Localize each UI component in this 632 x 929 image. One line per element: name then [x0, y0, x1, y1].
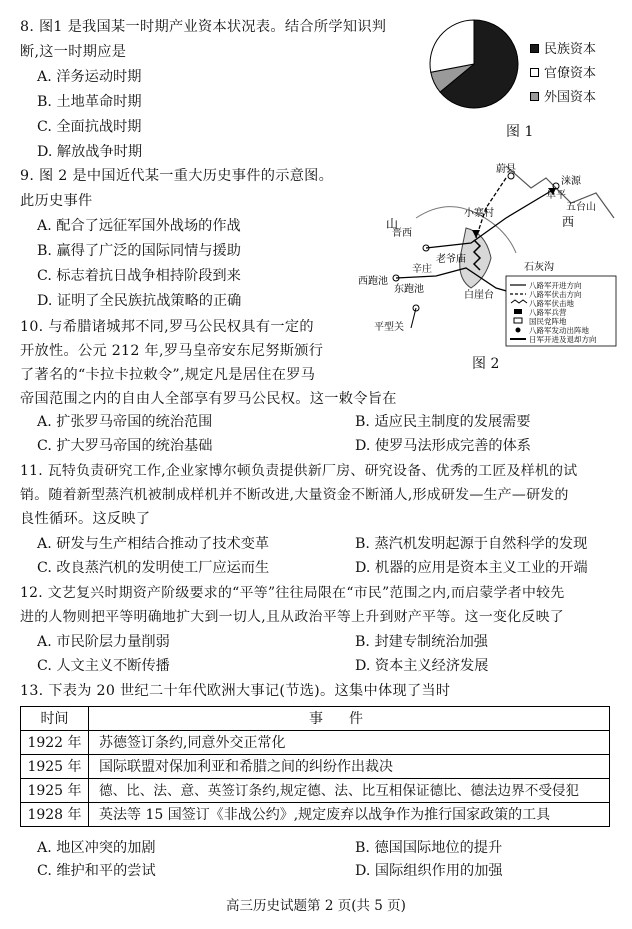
map-label-laiyuan: 涞源 [561, 176, 581, 187]
map-legend-item: 八路军伏击方向 [529, 290, 582, 299]
q10-stem-line-1: 10. 与希腊诸城邦不同,罗马公民权具有一定的 [20, 319, 314, 335]
q10-stem-line-3: 了著名的“卡拉卡拉敕令”,规定凡是居住在罗马 [20, 367, 316, 383]
q8-stem-line-2: 断,这一时期应是 [20, 44, 127, 60]
q10-option-b: B. 适应民主制度的发展需要 [355, 414, 531, 430]
q11-stem-line-3: 良性循环。这反映了 [20, 511, 151, 527]
table-cell-event: 苏德签订条约,同意外交正常化 [89, 731, 610, 755]
table-cell-event: 英法等 15 国签订《非战公约》,规定废弃以战争作为推行国家政策的工具 [89, 803, 610, 827]
legend-swatch-foreign [530, 92, 539, 101]
q8-option-a: A. 洋务运动时期 [37, 69, 142, 85]
map-label-xipaochi: 西跑池 [358, 276, 388, 287]
legend-national-capital: 民族资本 [530, 42, 596, 58]
q9-option-a: A. 配合了远征军国外战场的作战 [37, 218, 241, 234]
map-legend-item: 八路军开进方向 [529, 281, 582, 290]
table-cell-event: 国际联盟对保加利亚和希腊之间的纠纷作出裁决 [89, 755, 610, 779]
map-legend-item: 八路军伏击地 [529, 299, 574, 308]
table-cell-year: 1928 年 [21, 803, 89, 827]
map-label-laoyemiao: 老爷庙 [436, 254, 466, 265]
map-label-baiyatai: 白崖台 [464, 290, 494, 301]
map-label-shan: 山 [386, 217, 399, 231]
q12-option-c: C. 人文主义不断传播 [37, 658, 170, 674]
figure1-pie-chart [428, 10, 520, 118]
map-label-fuping: 阜平 [546, 190, 566, 201]
q12-option-b: B. 封建专制统治加强 [355, 634, 488, 650]
q10-stem-line-2: 开放性。公元 212 年,罗马皇帝安东尼努斯颁行 [20, 343, 324, 359]
q10-stem-line-4: 帝国范围之内的自由人全部享有罗马公民权。这一敕令旨在 [20, 391, 397, 407]
table-row [21, 731, 610, 755]
q12-option-d: D. 资本主义经济发展 [355, 658, 489, 674]
q8-stem-line-1: 8. 图1 是我国某一时期产业资本状况表。结合所学知识判 [20, 19, 387, 35]
map-legend-item: 八路军发动出阵地 [529, 326, 589, 335]
map-label-xiaozhaicun: 小寨村 [464, 208, 494, 219]
q11-option-c: C. 改良蒸汽机的发明使工厂应运而生 [37, 560, 270, 576]
q9-option-c: C. 标志着抗日战争相持阶段到来 [37, 268, 241, 284]
pie-slice-2 [430, 20, 474, 72]
q9-option-d: D. 证明了全民族抗战策略的正确 [37, 293, 242, 309]
table-row [21, 755, 610, 779]
legend-bureaucratic-capital: 官僚资本 [530, 66, 596, 82]
q13-option-a: A. 地区冲突的加剧 [37, 840, 156, 856]
table-cell-year: 1925 年 [21, 755, 89, 779]
q9-stem-line-1: 9. 图 2 是中国近代某一重大历史事件的示意图。 [20, 168, 334, 184]
page-footer: 高三历史试题第 2 页(共 5 页) [226, 898, 406, 914]
q10-option-a: A. 扩张罗马帝国的统治范围 [37, 414, 213, 430]
q13-option-d: D. 国际组织作用的加强 [355, 863, 503, 879]
figure2-map [356, 158, 618, 348]
q10-option-d: D. 使罗马法形成完善的体系 [355, 438, 531, 454]
q13-stem-line-1: 13. 下表为 20 世纪二十年代欧洲大事记(节选)。这集中体现了当时 [20, 683, 451, 699]
q8-option-c: C. 全面抗战时期 [37, 119, 142, 135]
q11-stem-line-2: 销。随着新型蒸汽机被制成样机并不断改进,大量资金不断涌人,形成研发—生产—研发的 [20, 487, 569, 503]
table-cell-event: 德、比、法、意、英签订条约,规定德、法、比互相保证德比、德法边界不受侵犯 [89, 779, 610, 803]
map-label-dongpaochi: 东跑池 [394, 284, 424, 295]
q11-stem-line-1: 11. 瓦特负责研究工作,企业家博尔顿负责提供新厂房、研究设备、优秀的工匠及样机的试 [20, 463, 578, 479]
table-header-event: 事件 [89, 707, 610, 731]
map-label-yuxian: 蔚县 [496, 164, 516, 175]
q12-stem-line-2: 进的人物则把平等明确地扩大到一切人,且从政治平等上升到财产平等。这一变化反映了 [20, 609, 564, 625]
table-header-row [21, 707, 610, 731]
map-label-jinxi: 晋西 [392, 228, 412, 239]
q11-option-d: D. 机器的应用是资本主义工业的开端 [355, 560, 588, 576]
q12-stem-line-1: 12. 文艺复兴时期资产阶级要求的“平等”往往局限在“市民”范围之内,而启蒙学者中较先 [20, 585, 565, 601]
q9-option-b: B. 赢得了广泛的国际同情与援助 [37, 243, 241, 259]
map-label-shihuigou: 石灰沟 [524, 262, 554, 273]
figure1-caption: 图 1 [506, 124, 534, 140]
q13-option-b: B. 德国国际地位的提升 [355, 840, 503, 856]
q11-option-b: B. 蒸汽机发明起源于自然科学的发现 [355, 536, 588, 552]
table-cell-year: 1922 年 [21, 731, 89, 755]
q11-option-a: A. 研发与生产相结合推动了技术变革 [37, 536, 270, 552]
legend-foreign-capital: 外国资本 [530, 90, 596, 106]
legend-swatch-national [530, 44, 539, 53]
legend-swatch-bureaucratic [530, 68, 539, 77]
table-row [21, 803, 610, 827]
map-legend-item: 八路军兵营 [529, 308, 567, 317]
q10-option-c: C. 扩大罗马帝国的统治基础 [37, 438, 213, 454]
map-label-pingxingguan: 平型关 [374, 322, 404, 333]
map-label-xinzhuang: 辛庄 [412, 264, 432, 275]
map-legend-item: 日军开进及退却方向 [529, 335, 597, 344]
q8-option-d: D. 解放战争时期 [37, 144, 143, 160]
map-legend-item: 国民党阵地 [529, 317, 567, 326]
q9-stem-line-2: 此历史事件 [20, 193, 93, 209]
table-cell-year: 1925 年 [21, 779, 89, 803]
map-label-xi: 西 [562, 215, 575, 229]
map-label-wutaishan: 五台山 [566, 202, 596, 213]
table-row [21, 779, 610, 803]
q12-option-a: A. 市民阶层力量削弱 [37, 634, 170, 650]
q13-option-c: C. 维护和平的尝试 [37, 863, 156, 879]
q13-events-table [20, 706, 610, 827]
table-header-time: 时间 [21, 707, 89, 731]
figure2-caption: 图 2 [472, 356, 500, 372]
q8-option-b: B. 土地革命时期 [37, 94, 142, 110]
